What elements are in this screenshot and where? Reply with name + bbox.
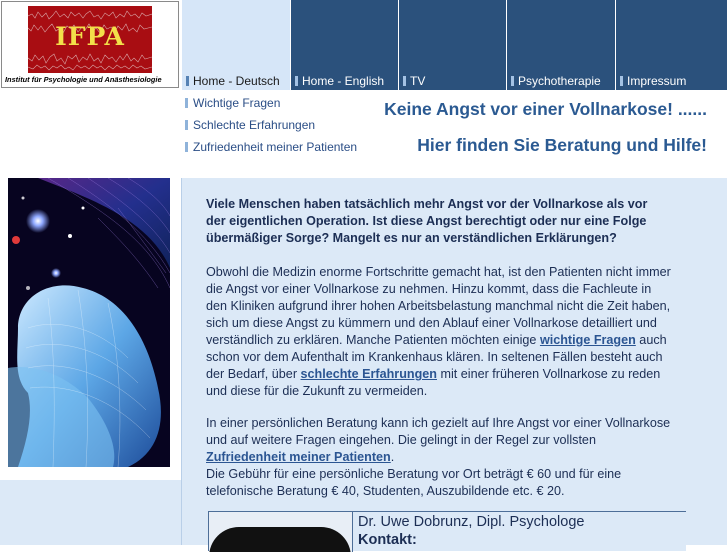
nav-item-label: Home - English bbox=[302, 74, 385, 88]
contact-label: Kontakt: bbox=[358, 532, 417, 548]
body-text: . bbox=[390, 450, 395, 464]
sublink-label: Schlechte Erfahrungen bbox=[193, 118, 316, 132]
nav-bullet-icon bbox=[511, 76, 514, 86]
nav-item-impressum[interactable] bbox=[615, 0, 727, 90]
sublink-wichtige-fragen[interactable] bbox=[185, 96, 280, 110]
sublink-bullet-icon bbox=[185, 142, 188, 152]
nav-bullet-icon bbox=[403, 76, 406, 86]
logo-image bbox=[28, 6, 152, 73]
sublink-bullet-icon bbox=[185, 120, 188, 130]
sublink-bullet-icon bbox=[185, 98, 188, 108]
nav-bullet-icon bbox=[186, 76, 189, 86]
body-paragraph-1 bbox=[206, 264, 706, 400]
nav-item-label: TV bbox=[410, 74, 426, 88]
body-line: den Kliniken aufgrund ihrer hohen Arbeitsbelastung manchmal nicht die Zeit haben, bbox=[206, 299, 671, 313]
body-line bbox=[206, 366, 706, 383]
body-line: Obwohl die Medizin enorme Fortschritte gemacht hat, ist den Patienten nicht immer bbox=[206, 265, 671, 279]
intro-line: übermäßiger Sorge? Mangelt es nur an verständlichen Erklärungen? bbox=[206, 231, 617, 245]
body-text: mit einer früheren Vollnarkose zu reden bbox=[436, 367, 661, 381]
body-text: auch bbox=[635, 333, 667, 347]
link-schlechte-erfahrungen[interactable]: schlechte Erfahrungen bbox=[300, 367, 437, 381]
body-line: und diese für die Zukunft zu vermeiden. bbox=[206, 384, 428, 398]
contact-photo-cell bbox=[209, 512, 353, 552]
anesthesia-head-illustration bbox=[8, 178, 170, 467]
left-column-footer bbox=[0, 480, 181, 545]
link-zufriedenheit[interactable]: Zufriedenheit meiner Patienten bbox=[206, 450, 391, 464]
body-line: die Angst vor einer Vollnarkose zu nehmen. Hinzu kommt, dass die Fachleute in bbox=[206, 282, 652, 296]
sublink-label: Wichtige Fragen bbox=[193, 96, 281, 110]
nav-item-tv[interactable] bbox=[398, 0, 506, 90]
body-text: verständlich zu erklären. Manche Patienten möchten einige bbox=[206, 333, 540, 347]
nav-bullet-icon bbox=[620, 76, 623, 86]
sublink-schlechte-erfahrungen[interactable] bbox=[185, 118, 315, 132]
nav-item-label: Psychotherapie bbox=[518, 74, 601, 88]
logo-box[interactable] bbox=[1, 1, 179, 88]
nav-item-label: Impressum bbox=[627, 74, 687, 88]
body-line: sich um diese Angst zu kümmern und den Ablauf einer Vollnarkose detailliert und bbox=[206, 316, 657, 330]
body-text: der Bedarf, über bbox=[206, 367, 301, 381]
intro-line: Viele Menschen haben tatsächlich mehr Angst vor der Vollnarkose als vor bbox=[206, 197, 648, 211]
link-wichtige-fragen[interactable]: wichtige Fragen bbox=[539, 333, 636, 347]
logo-caption: Institut für Psychologie und Anästhesiologie bbox=[5, 75, 162, 84]
nav-item-home-deutsch[interactable] bbox=[181, 0, 290, 90]
headline-primary: Keine Angst vor einer Vollnarkose! ...... bbox=[384, 99, 707, 119]
body-line: schon vor dem Aufenthalt im Krankenhaus klären. In seltenen Fällen besteht auch bbox=[206, 350, 663, 364]
intro-paragraph bbox=[206, 196, 706, 247]
body-line: Die Gebühr für eine persönliche Beratung vor Ort beträgt € 60 und für eine bbox=[206, 467, 622, 481]
logo-title: IFPA bbox=[55, 22, 125, 51]
body-line: und auf weitere Fragen eingehen. Die gelingt in der Regel zur vollsten bbox=[206, 433, 596, 447]
body-line bbox=[206, 449, 706, 466]
sublink-zufriedenheit[interactable] bbox=[185, 140, 357, 154]
nav-bullet-icon bbox=[295, 76, 298, 86]
nav-item-label: Home - Deutsch bbox=[193, 74, 280, 88]
nav-item-psychotherapie[interactable] bbox=[506, 0, 615, 90]
contact-name: Dr. Uwe Dobrunz, Dipl. Psychologe bbox=[358, 514, 585, 530]
body-line: In einer persönlichen Beratung kann ich gezielt auf Ihre Angst vor einer Vollnarkose bbox=[206, 416, 671, 430]
body-paragraph-2 bbox=[206, 415, 706, 500]
sublink-label: Zufriedenheit meiner Patienten bbox=[193, 140, 358, 154]
top-navigation bbox=[181, 0, 727, 90]
intro-line: der eigentlichen Operation. Ist diese Angst berechtigt oder nur eine Folge bbox=[206, 214, 647, 228]
contact-photo bbox=[209, 527, 351, 552]
body-line bbox=[206, 332, 706, 349]
headline-secondary: Hier finden Sie Beratung und Hilfe! bbox=[417, 135, 707, 155]
nav-item-home-english[interactable] bbox=[290, 0, 398, 90]
body-line: telefonische Beratung € 40, Studenten, Auszubildende etc. € 20. bbox=[206, 484, 565, 498]
